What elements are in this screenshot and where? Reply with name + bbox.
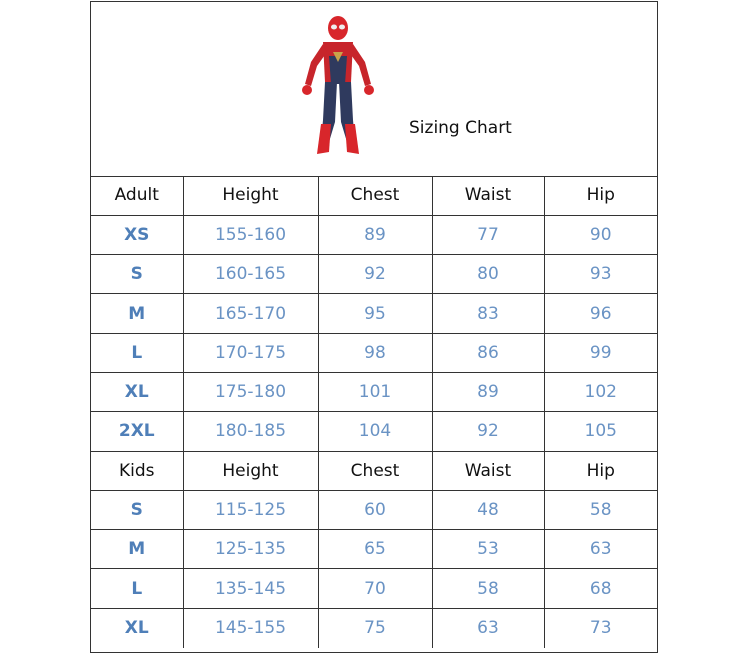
measurement-cell: 65 xyxy=(318,530,432,569)
column-header: Height xyxy=(183,451,318,490)
adult-header-row xyxy=(91,176,657,215)
size-label: M xyxy=(91,294,183,333)
size-label: L xyxy=(91,569,183,608)
measurement-cell: 99 xyxy=(544,333,657,372)
table-row xyxy=(91,530,657,569)
chart-title: Sizing Chart xyxy=(409,118,512,138)
measurement-cell: 68 xyxy=(544,569,657,608)
table-row xyxy=(91,490,657,529)
measurement-cell: 115-125 xyxy=(183,490,318,529)
measurement-cell: 48 xyxy=(432,490,544,529)
measurement-cell: 104 xyxy=(318,412,432,451)
measurement-cell: 170-175 xyxy=(183,333,318,372)
size-label: S xyxy=(91,490,183,529)
size-label: L xyxy=(91,333,183,372)
measurement-cell: 70 xyxy=(318,569,432,608)
measurement-cell: 80 xyxy=(432,255,544,294)
measurement-cell: 60 xyxy=(318,490,432,529)
measurement-cell: 175-180 xyxy=(183,372,318,411)
measurement-cell: 98 xyxy=(318,333,432,372)
column-header: Adult xyxy=(91,176,183,215)
measurement-cell: 135-145 xyxy=(183,569,318,608)
size-label: XS xyxy=(91,215,183,254)
measurement-cell: 180-185 xyxy=(183,412,318,451)
column-header: Kids xyxy=(91,451,183,490)
column-header: Waist xyxy=(432,451,544,490)
measurement-cell: 95 xyxy=(318,294,432,333)
measurement-cell: 63 xyxy=(432,608,544,647)
measurement-cell: 83 xyxy=(432,294,544,333)
size-label: XL xyxy=(91,372,183,411)
sizing-chart xyxy=(90,1,658,653)
measurement-cell: 155-160 xyxy=(183,215,318,254)
costume-figure-image xyxy=(293,12,383,162)
measurement-cell: 93 xyxy=(544,255,657,294)
measurement-cell: 58 xyxy=(544,490,657,529)
table-row xyxy=(91,372,657,411)
size-label: M xyxy=(91,530,183,569)
table-row xyxy=(91,333,657,372)
measurement-cell: 53 xyxy=(432,530,544,569)
measurement-cell: 102 xyxy=(544,372,657,411)
measurement-cell: 92 xyxy=(432,412,544,451)
size-label: 2XL xyxy=(91,412,183,451)
measurement-cell: 73 xyxy=(589,618,612,639)
measurement-cell: 105 xyxy=(544,412,657,451)
measurement-cell: 86 xyxy=(432,333,544,372)
column-header: Chest xyxy=(318,176,432,215)
measurement-cell: 89 xyxy=(432,372,544,411)
measurement-cell: 92 xyxy=(318,255,432,294)
measurement-cell: 90 xyxy=(544,215,657,254)
table-row xyxy=(91,294,657,333)
measurement-cell: 89 xyxy=(318,215,432,254)
measurement-cell: 58 xyxy=(432,569,544,608)
measurement-cell: 125-135 xyxy=(183,530,318,569)
size-label: S xyxy=(91,255,183,294)
measurement-cell: 145-155 xyxy=(183,608,318,647)
measurement-cell: 101 xyxy=(318,372,432,411)
column-header: Chest xyxy=(318,451,432,490)
table-row xyxy=(91,608,657,647)
table-row xyxy=(91,569,657,608)
measurement-cell: 165-170 xyxy=(183,294,318,333)
measurement-cell: 75 xyxy=(318,608,432,647)
table-row xyxy=(91,412,657,451)
size-table xyxy=(91,176,657,648)
table-row xyxy=(91,215,657,254)
table-row xyxy=(91,255,657,294)
column-header: Height xyxy=(183,176,318,215)
chart-header xyxy=(91,2,657,177)
column-header: Waist xyxy=(432,176,544,215)
column-header: Hip xyxy=(544,451,657,490)
kids-header-row xyxy=(91,451,657,490)
measurement-cell: 160-165 xyxy=(183,255,318,294)
measurement-cell: 77 xyxy=(432,215,544,254)
column-header: Hip xyxy=(544,176,657,215)
size-label: XL xyxy=(91,608,183,647)
measurement-cell: 96 xyxy=(544,294,657,333)
measurement-cell: 63 xyxy=(544,530,657,569)
